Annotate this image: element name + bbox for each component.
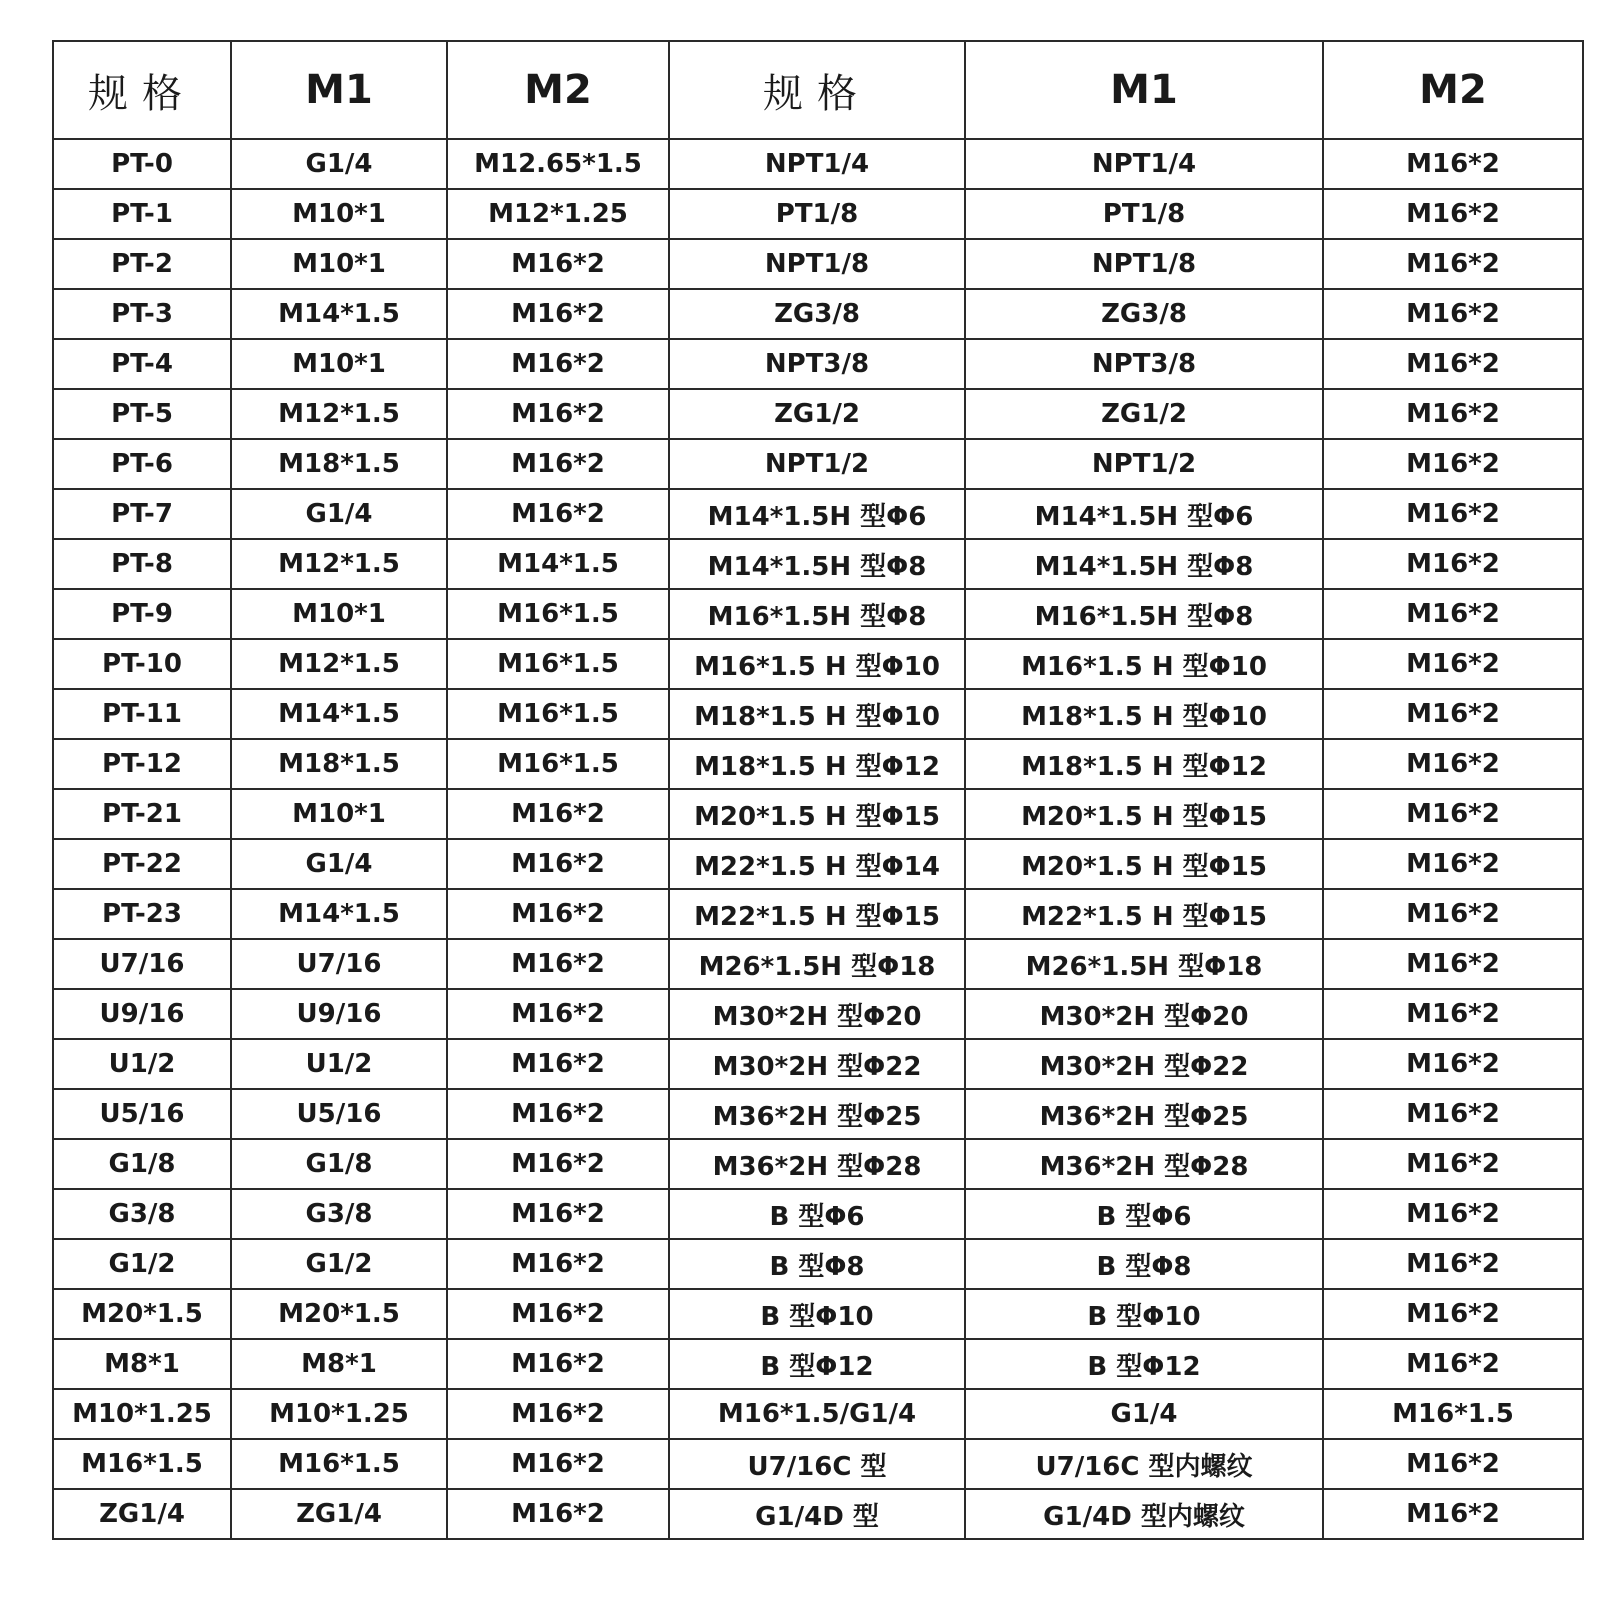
cell-m1-2: NPT1/2 [965,439,1323,489]
cell-spec-2: ZG3/8 [669,289,965,339]
cell-spec-2: U7/16C 型 [669,1439,965,1489]
cell-spec: PT-10 [53,639,231,689]
cell-m2-2: M16*2 [1323,989,1583,1039]
cell-m1-2: B 型Φ10 [965,1289,1323,1339]
table-row [53,1039,1583,1089]
table-row [53,839,1583,889]
cell-m2: M16*1.5 [447,739,669,789]
cell-m1: G1/4 [231,489,447,539]
cell-spec-2: NPT1/2 [669,439,965,489]
table-row [53,1439,1583,1489]
cell-m2: M16*2 [447,289,669,339]
cell-m2: M16*1.5 [447,689,669,739]
cell-m2-2: M16*2 [1323,1089,1583,1139]
spec-table [52,40,1584,1540]
cell-m2: M16*2 [447,1439,669,1489]
cell-m1: M14*1.5 [231,289,447,339]
header-m2-2: M2 [1323,41,1583,139]
cell-m2-2: M16*2 [1323,1189,1583,1239]
cell-m2: M16*2 [447,1089,669,1139]
table-row [53,1089,1583,1139]
cell-spec: PT-6 [53,439,231,489]
cell-m2: M16*2 [447,1389,669,1439]
table-row [53,1189,1583,1239]
cell-spec: PT-2 [53,239,231,289]
table-row [53,689,1583,739]
table-row [53,489,1583,539]
cell-spec: U1/2 [53,1039,231,1089]
cell-m2: M16*2 [447,489,669,539]
cell-spec: PT-8 [53,539,231,589]
table-row [53,889,1583,939]
table-body [53,139,1583,1539]
table-row [53,989,1583,1039]
table-row [53,1289,1583,1339]
cell-spec: PT-9 [53,589,231,639]
table-row [53,1389,1583,1439]
header-m2: M2 [447,41,669,139]
cell-spec-2: M14*1.5H 型Φ8 [669,539,965,589]
cell-spec-2: M18*1.5 H 型Φ10 [669,689,965,739]
cell-m1-2: B 型Φ12 [965,1339,1323,1389]
cell-m1-2: NPT1/4 [965,139,1323,189]
cell-m2-2: M16*2 [1323,539,1583,589]
table-row [53,539,1583,589]
cell-spec-2: NPT1/4 [669,139,965,189]
table-row [53,1139,1583,1189]
cell-m1-2: G1/4 [965,1389,1323,1439]
cell-m1-2: M14*1.5H 型Φ8 [965,539,1323,589]
cell-m2-2: M16*2 [1323,339,1583,389]
table-row [53,939,1583,989]
cell-spec-2: B 型Φ6 [669,1189,965,1239]
cell-m2-2: M16*2 [1323,1039,1583,1089]
cell-spec-2: M20*1.5 H 型Φ15 [669,789,965,839]
cell-m2: M16*2 [447,789,669,839]
cell-m1: G3/8 [231,1189,447,1239]
cell-spec: PT-23 [53,889,231,939]
cell-m1: M12*1.5 [231,639,447,689]
cell-m2-2: M16*2 [1323,139,1583,189]
cell-m1: M10*1.25 [231,1389,447,1439]
cell-m1-2: NPT3/8 [965,339,1323,389]
cell-m2: M16*2 [447,239,669,289]
cell-spec: PT-1 [53,189,231,239]
cell-m1: M10*1 [231,239,447,289]
cell-m1-2: M36*2H 型Φ28 [965,1139,1323,1189]
cell-m2-2: M16*2 [1323,1339,1583,1389]
cell-m1: ZG1/4 [231,1489,447,1539]
cell-spec: U7/16 [53,939,231,989]
cell-m2: M14*1.5 [447,539,669,589]
cell-m1: G1/4 [231,139,447,189]
cell-m1-2: ZG1/2 [965,389,1323,439]
cell-spec: G1/8 [53,1139,231,1189]
cell-m2: M16*2 [447,839,669,889]
cell-spec-2: G1/4D 型 [669,1489,965,1539]
cell-m1: G1/4 [231,839,447,889]
cell-m1: M10*1 [231,789,447,839]
cell-m1-2: M30*2H 型Φ20 [965,989,1323,1039]
cell-m1-2: M18*1.5 H 型Φ10 [965,689,1323,739]
cell-m1: U1/2 [231,1039,447,1089]
cell-m1-2: M18*1.5 H 型Φ12 [965,739,1323,789]
table-row [53,589,1583,639]
cell-m1: M10*1 [231,339,447,389]
cell-spec-2: M16*1.5H 型Φ8 [669,589,965,639]
cell-spec: PT-3 [53,289,231,339]
cell-m2: M12*1.25 [447,189,669,239]
cell-m2: M16*2 [447,339,669,389]
cell-m1: U5/16 [231,1089,447,1139]
cell-m2-2: M16*2 [1323,1139,1583,1189]
table-row [53,1489,1583,1539]
cell-m1: U9/16 [231,989,447,1039]
cell-m2-2: M16*2 [1323,289,1583,339]
cell-m2-2: M16*1.5 [1323,1389,1583,1439]
cell-m1: M18*1.5 [231,439,447,489]
cell-m1-2: B 型Φ8 [965,1239,1323,1289]
header-row [53,41,1583,139]
cell-m1: G1/8 [231,1139,447,1189]
cell-spec-2: M36*2H 型Φ28 [669,1139,965,1189]
cell-m2-2: M16*2 [1323,639,1583,689]
cell-m2: M16*2 [447,1189,669,1239]
cell-spec: PT-21 [53,789,231,839]
cell-m1: M10*1 [231,189,447,239]
cell-spec: ZG1/4 [53,1489,231,1539]
cell-spec-2: M26*1.5H 型Φ18 [669,939,965,989]
cell-m1-2: M20*1.5 H 型Φ15 [965,789,1323,839]
cell-m2: M16*2 [447,939,669,989]
table-row [53,389,1583,439]
cell-m1: M16*1.5 [231,1439,447,1489]
header-spec-2: 规格 [669,41,965,139]
cell-m2: M16*2 [447,1139,669,1189]
cell-spec-2: NPT3/8 [669,339,965,389]
table-row [53,439,1583,489]
cell-spec-2: B 型Φ8 [669,1239,965,1289]
cell-m2-2: M16*2 [1323,489,1583,539]
cell-m2: M16*2 [447,439,669,489]
cell-m1: M14*1.5 [231,889,447,939]
table-row [53,289,1583,339]
header-spec: 规格 [53,41,231,139]
cell-m1: M12*1.5 [231,539,447,589]
cell-m1-2: U7/16C 型内螺纹 [965,1439,1323,1489]
cell-m1-2: ZG3/8 [965,289,1323,339]
table-row [53,1339,1583,1389]
cell-m1: U7/16 [231,939,447,989]
cell-m2: M16*1.5 [447,639,669,689]
cell-m1-2: M22*1.5 H 型Φ15 [965,889,1323,939]
cell-m1-2: PT1/8 [965,189,1323,239]
table-row [53,339,1583,389]
cell-m1: M18*1.5 [231,739,447,789]
cell-spec: U9/16 [53,989,231,1039]
cell-m2: M16*2 [447,1339,669,1389]
cell-m2-2: M16*2 [1323,189,1583,239]
cell-m2-2: M16*2 [1323,789,1583,839]
table-row [53,139,1583,189]
cell-spec-2: M30*2H 型Φ22 [669,1039,965,1089]
cell-spec-2: B 型Φ12 [669,1339,965,1389]
cell-m2: M12.65*1.5 [447,139,669,189]
cell-m1: M20*1.5 [231,1289,447,1339]
cell-spec-2: PT1/8 [669,189,965,239]
cell-m2-2: M16*2 [1323,939,1583,989]
cell-spec-2: M30*2H 型Φ20 [669,989,965,1039]
cell-spec: M8*1 [53,1339,231,1389]
cell-spec: U5/16 [53,1089,231,1139]
cell-m2-2: M16*2 [1323,889,1583,939]
header-m1: M1 [231,41,447,139]
table-row [53,189,1583,239]
cell-spec: PT-0 [53,139,231,189]
cell-m2-2: M16*2 [1323,1489,1583,1539]
cell-m1-2: G1/4D 型内螺纹 [965,1489,1323,1539]
cell-m1-2: M30*2H 型Φ22 [965,1039,1323,1089]
table-header [53,41,1583,139]
cell-m2-2: M16*2 [1323,1439,1583,1489]
cell-spec: PT-22 [53,839,231,889]
cell-m2-2: M16*2 [1323,739,1583,789]
cell-m2-2: M16*2 [1323,1239,1583,1289]
cell-m2: M16*2 [447,989,669,1039]
cell-m2-2: M16*2 [1323,589,1583,639]
cell-m2: M16*2 [447,1239,669,1289]
cell-spec: M20*1.5 [53,1289,231,1339]
table-row [53,1239,1583,1289]
cell-m1: M8*1 [231,1339,447,1389]
cell-m1-2: B 型Φ6 [965,1189,1323,1239]
cell-spec-2: M16*1.5 H 型Φ10 [669,639,965,689]
cell-spec: PT-4 [53,339,231,389]
cell-spec-2: M16*1.5/G1/4 [669,1389,965,1439]
cell-spec: PT-7 [53,489,231,539]
cell-spec-2: NPT1/8 [669,239,965,289]
cell-m1-2: M16*1.5 H 型Φ10 [965,639,1323,689]
table-row [53,239,1583,289]
cell-spec-2: ZG1/2 [669,389,965,439]
cell-m1: M12*1.5 [231,389,447,439]
cell-m2: M16*2 [447,889,669,939]
cell-m2-2: M16*2 [1323,239,1583,289]
cell-spec-2: M36*2H 型Φ25 [669,1089,965,1139]
cell-m2: M16*2 [447,1489,669,1539]
cell-m2: M16*1.5 [447,589,669,639]
cell-spec: G1/2 [53,1239,231,1289]
cell-spec: PT-12 [53,739,231,789]
cell-m2: M16*2 [447,1039,669,1089]
cell-m2-2: M16*2 [1323,1289,1583,1339]
cell-spec-2: M18*1.5 H 型Φ12 [669,739,965,789]
cell-spec-2: B 型Φ10 [669,1289,965,1339]
cell-m1-2: M36*2H 型Φ25 [965,1089,1323,1139]
cell-m2: M16*2 [447,389,669,439]
table-row [53,639,1583,689]
cell-spec: M16*1.5 [53,1439,231,1489]
cell-m1-2: NPT1/8 [965,239,1323,289]
cell-m1-2: M16*1.5H 型Φ8 [965,589,1323,639]
header-m1-2: M1 [965,41,1323,139]
cell-m1-2: M26*1.5H 型Φ18 [965,939,1323,989]
cell-m1-2: M14*1.5H 型Φ6 [965,489,1323,539]
cell-m1: M14*1.5 [231,689,447,739]
cell-spec: M10*1.25 [53,1389,231,1439]
cell-m2-2: M16*2 [1323,689,1583,739]
cell-m2-2: M16*2 [1323,389,1583,439]
cell-m1: M10*1 [231,589,447,639]
cell-spec: PT-11 [53,689,231,739]
cell-spec-2: M22*1.5 H 型Φ15 [669,889,965,939]
cell-spec: G3/8 [53,1189,231,1239]
table-row [53,739,1583,789]
cell-spec-2: M22*1.5 H 型Φ14 [669,839,965,889]
table-row [53,789,1583,839]
cell-m2: M16*2 [447,1289,669,1339]
cell-m2-2: M16*2 [1323,439,1583,489]
cell-m1: G1/2 [231,1239,447,1289]
cell-spec: PT-5 [53,389,231,439]
cell-spec-2: M14*1.5H 型Φ6 [669,489,965,539]
cell-m1-2: M20*1.5 H 型Φ15 [965,839,1323,889]
cell-m2-2: M16*2 [1323,839,1583,889]
